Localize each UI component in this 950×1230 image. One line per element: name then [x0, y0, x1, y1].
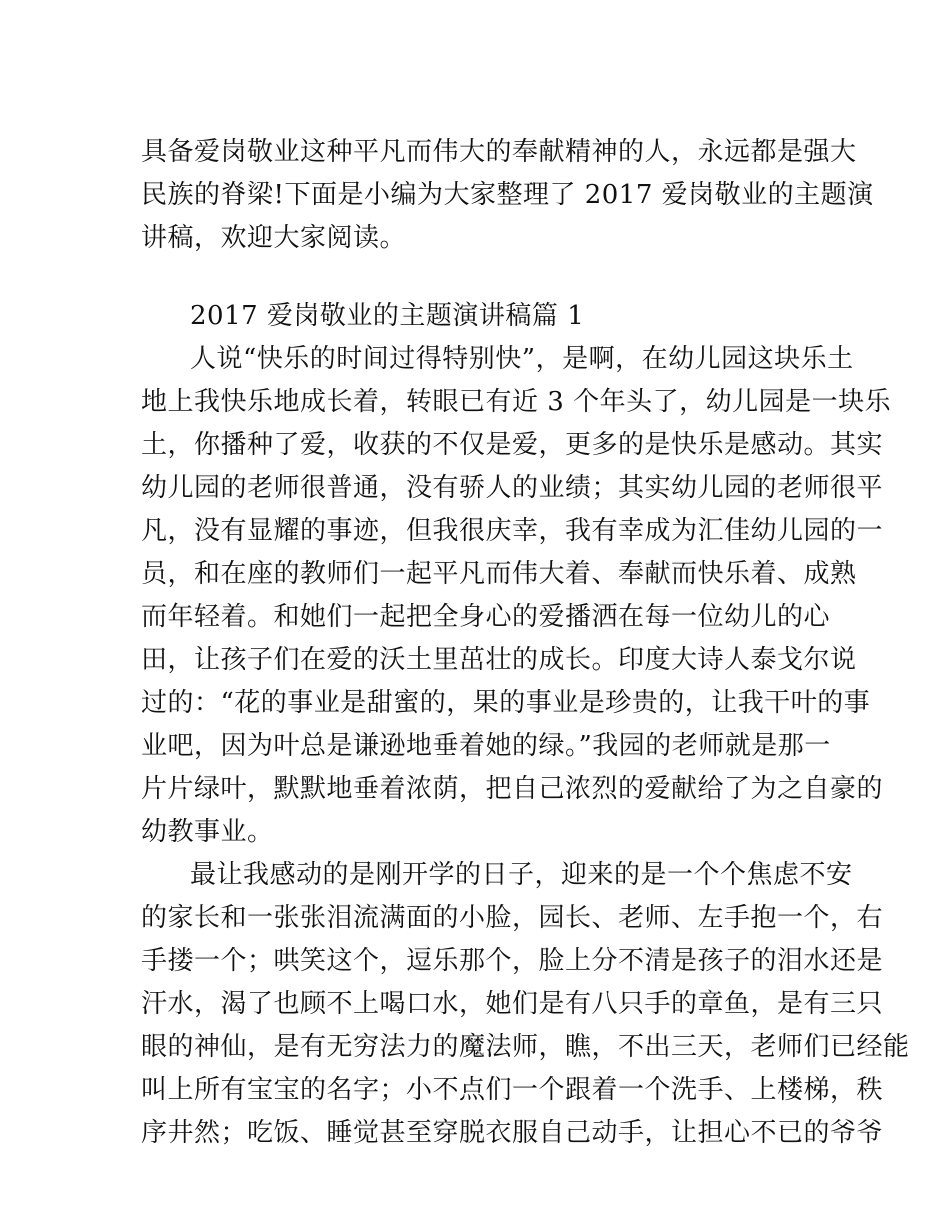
paragraph2-line-4: 汗水，渴了也顾不上喝口水，她们是有八只手的章鱼，是有三只 — [141, 989, 884, 1019]
intro-line-2: 民族的脊梁!下面是小编为大家整理了 2017 爱岗敬业的主题演 — [141, 180, 874, 210]
paragraph1-line-10: 业吧，因为叶总是谦逊地垂着她的绿。”我园的老师就是那一 — [141, 731, 831, 761]
paragraph1-line-1: 人说“快乐的时间过得特别快”，是啊，在幼儿园这块乐土 — [190, 344, 854, 374]
paragraph2-line-7: 序井然；吃饭、睡觉甚至穿脱衣服自己动手，让担心不已的爷爷 — [141, 1118, 884, 1148]
paragraph1-line-11: 片片绿叶，默默地垂着浓荫，把自己浓烈的爱献给了为之自豪的 — [141, 774, 884, 804]
paragraph2-line-2: 的家长和一张张泪流满面的小脸，园长、老师、左手抱一个，右 — [141, 903, 884, 933]
intro-line-1: 具备爱岗敬业这种平凡而伟大的奉献精神的人，永远都是强大 — [141, 137, 857, 167]
paragraph1-line-4: 幼儿园的老师很普通，没有骄人的业绩；其实幼儿园的老师很平 — [141, 473, 884, 503]
paragraph1-line-7: 而年轻着。和她们一起把全身心的爱播洒在每一位幼儿的心 — [141, 602, 831, 632]
paragraph1-line-9: 过的：“花的事业是甜蜜的，果的事业是珍贵的，让我干叶的事 — [141, 688, 871, 718]
paragraph2-line-6: 叫上所有宝宝的名字；小不点们一个跟着一个洗手、上楼梯，秩 — [141, 1075, 884, 1105]
paragraph1-line-3: 土，你播种了爱，收获的不仅是爱，更多的是快乐是感动。其实 — [141, 430, 884, 460]
intro-line-3: 讲稿，欢迎大家阅读。 — [141, 223, 407, 253]
paragraph1-line-8: 田，让孩子们在爱的沃土里茁壮的成长。印度大诗人泰戈尔说 — [141, 645, 857, 675]
paragraph2-line-5: 眼的神仙，是有无穷法力的魔法师，瞧，不出三天，老师们已经能 — [141, 1032, 910, 1062]
paragraph1-line-12: 幼教事业。 — [141, 817, 274, 847]
paragraph1-line-6: 员，和在座的教师们一起平凡而伟大着、奉献而快乐着、成熟 — [141, 559, 857, 589]
paragraph2-line-3: 手搂一个；哄笑这个，逗乐那个，脸上分不清是孩子的泪水还是 — [141, 946, 884, 976]
paragraph2-line-1: 最让我感动的是刚开学的日子，迎来的是一个个焦虑不安 — [190, 860, 853, 890]
paragraph1-line-2: 地上我快乐地成长着，转眼已有近 3 个年头了，幼儿园是一块乐 — [141, 387, 892, 417]
section-heading: 2017 爱岗敬业的主题演讲稿篇 1 — [190, 301, 585, 331]
paragraph1-line-5: 凡，没有显耀的事迹，但我很庆幸，我有幸成为汇佳幼儿园的一 — [141, 516, 884, 546]
